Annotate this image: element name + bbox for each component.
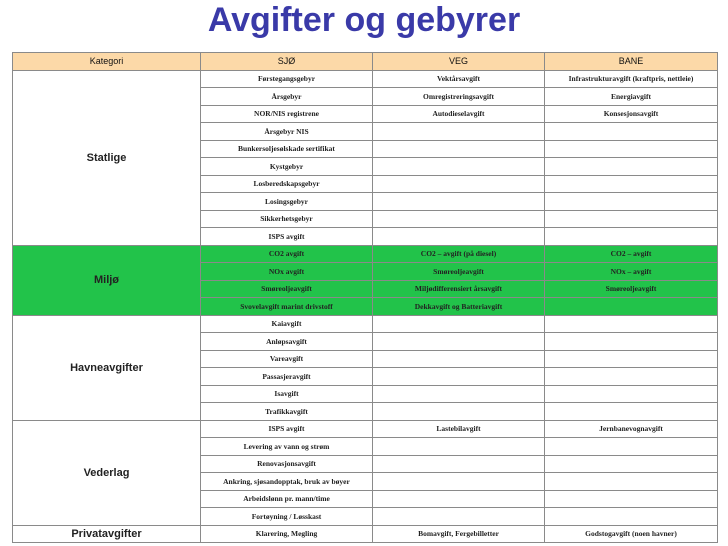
- cell-sjo: Levering av vann og strøm: [201, 438, 373, 456]
- cell-sjo: Trafikkavgift: [201, 403, 373, 421]
- cell-bane: [545, 210, 718, 228]
- cell-veg: Bomavgift, Fergebilletter: [373, 525, 545, 543]
- category-cell: Statlige: [13, 70, 201, 245]
- cell-sjo: Svovelavgift marint drivstoff: [201, 298, 373, 316]
- cell-bane: Smøreoljeavgift: [545, 280, 718, 298]
- cell-sjo: Årsgebyr: [201, 88, 373, 106]
- cell-sjo: Bunkersoljesølskade sertifikat: [201, 140, 373, 158]
- cell-bane: Jernbanevognavgift: [545, 420, 718, 438]
- cell-bane: [545, 473, 718, 491]
- cell-veg: Autodieselavgift: [373, 105, 545, 123]
- cell-sjo: Kystgebyr: [201, 158, 373, 176]
- cell-veg: [373, 403, 545, 421]
- cell-bane: [545, 175, 718, 193]
- cell-veg: CO2 – avgift (på diesel): [373, 245, 545, 263]
- cell-bane: [545, 315, 718, 333]
- category-cell: Vederlag: [13, 420, 201, 525]
- cell-sjo: Passasjeravgift: [201, 368, 373, 386]
- cell-bane: [545, 403, 718, 421]
- cell-sjo: NOx avgift: [201, 263, 373, 281]
- cell-bane: [545, 385, 718, 403]
- cell-veg: [373, 490, 545, 508]
- table-header-row: [13, 53, 718, 71]
- cell-veg: [373, 455, 545, 473]
- cell-bane: [545, 455, 718, 473]
- cell-bane: [545, 490, 718, 508]
- fees-table: [12, 52, 718, 543]
- cell-veg: [373, 140, 545, 158]
- cell-sjo: Kaiavgift: [201, 315, 373, 333]
- cell-veg: [373, 473, 545, 491]
- cell-bane: [545, 123, 718, 141]
- cell-sjo: Klarering, Megling: [201, 525, 373, 543]
- cell-sjo: Anløpsavgift: [201, 333, 373, 351]
- cell-bane: [545, 228, 718, 246]
- header-veg: VEG: [373, 53, 545, 71]
- cell-bane: [545, 508, 718, 526]
- cell-sjo: Ankring, sjøsandopptak, bruk av bøyer: [201, 473, 373, 491]
- cell-veg: [373, 158, 545, 176]
- cell-sjo: Førstegangsgebyr: [201, 70, 373, 88]
- cell-bane: NOx – avgift: [545, 263, 718, 281]
- cell-sjo: ISPS avgift: [201, 228, 373, 246]
- cell-veg: Dekkavgift og Batteriavgift: [373, 298, 545, 316]
- cell-veg: [373, 438, 545, 456]
- cell-bane: [545, 298, 718, 316]
- header-bane: BANE: [545, 53, 718, 71]
- cell-sjo: Arbeidslønn pr. mann/time: [201, 490, 373, 508]
- cell-sjo: Vareavgift: [201, 350, 373, 368]
- cell-veg: [373, 228, 545, 246]
- cell-veg: [373, 350, 545, 368]
- cell-bane: [545, 158, 718, 176]
- cell-sjo: Sikkerhetsgebyr: [201, 210, 373, 228]
- table-row: [13, 315, 718, 333]
- table-row: [13, 525, 718, 543]
- cell-veg: Lastebilavgift: [373, 420, 545, 438]
- cell-veg: [373, 175, 545, 193]
- cell-veg: Vektårsavgift: [373, 70, 545, 88]
- page-title: Avgifter og gebyrer: [207, 1, 521, 39]
- table-row: [13, 420, 718, 438]
- cell-bane: [545, 438, 718, 456]
- cell-sjo: Årsgebyr NIS: [201, 123, 373, 141]
- cell-sjo: Smøreoljeavgift: [201, 280, 373, 298]
- cell-bane: [545, 350, 718, 368]
- cell-veg: [373, 508, 545, 526]
- cell-sjo: NOR/NIS registrene: [201, 105, 373, 123]
- category-cell: Miljø: [13, 245, 201, 315]
- cell-veg: Miljødifferensiert årsavgift: [373, 280, 545, 298]
- cell-bane: CO2 – avgift: [545, 245, 718, 263]
- cell-veg: Smøreoljeavgift: [373, 263, 545, 281]
- cell-veg: [373, 385, 545, 403]
- cell-sjo: ISPS avgift: [201, 420, 373, 438]
- header-sjo: SJØ: [201, 53, 373, 71]
- header-kategori: Kategori: [13, 53, 201, 71]
- cell-bane: [545, 368, 718, 386]
- cell-sjo: Losingsgebyr: [201, 193, 373, 211]
- category-cell: Privatavgifter: [13, 525, 201, 543]
- cell-sjo: Isavgift: [201, 385, 373, 403]
- category-cell: Havneavgifter: [13, 315, 201, 420]
- cell-bane: Konsesjonsavgift: [545, 105, 718, 123]
- cell-bane: Energiavgift: [545, 88, 718, 106]
- cell-bane: [545, 140, 718, 158]
- cell-veg: [373, 210, 545, 228]
- cell-sjo: Fortøyning / Løsskast: [201, 508, 373, 526]
- cell-veg: [373, 193, 545, 211]
- table-row: [13, 70, 718, 88]
- cell-veg: [373, 123, 545, 141]
- cell-bane: [545, 333, 718, 351]
- cell-veg: [373, 333, 545, 351]
- cell-bane: [545, 193, 718, 211]
- fees-table-body: [13, 53, 718, 543]
- cell-veg: [373, 368, 545, 386]
- table-row: [13, 245, 718, 263]
- cell-bane: Godstogavgift (noen havner): [545, 525, 718, 543]
- cell-veg: [373, 315, 545, 333]
- cell-sjo: Losberedskapsgebyr: [201, 175, 373, 193]
- cell-sjo: Renovasjonsavgift: [201, 455, 373, 473]
- cell-bane: Infrastrukturavgift (kraftpris, nettleie): [545, 70, 718, 88]
- cell-veg: Omregistreringsavgift: [373, 88, 545, 106]
- cell-sjo: CO2 avgift: [201, 245, 373, 263]
